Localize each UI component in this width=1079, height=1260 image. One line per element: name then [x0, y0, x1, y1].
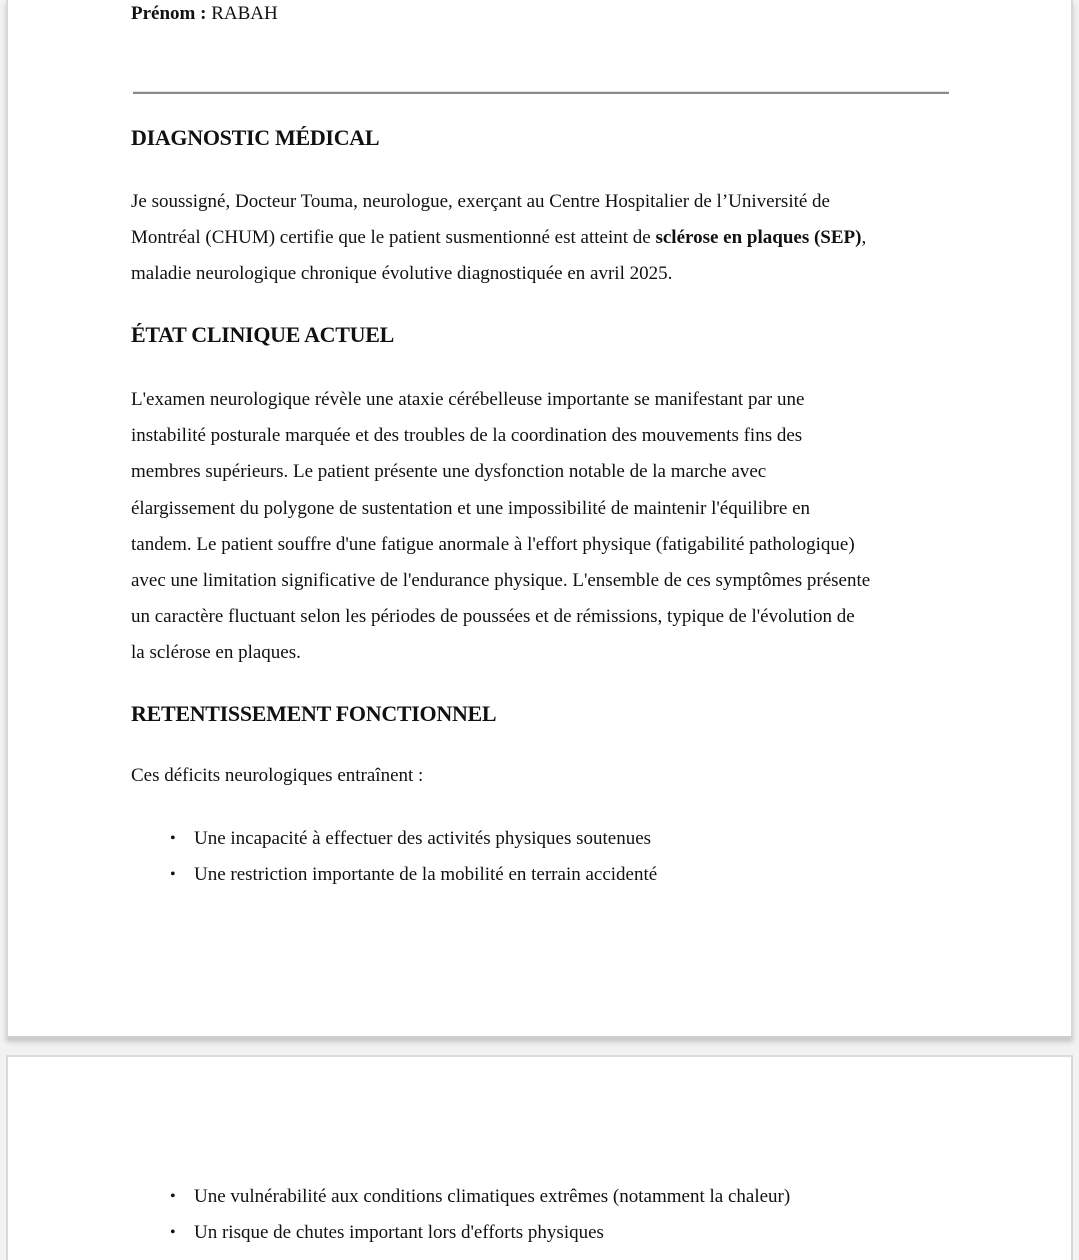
list-item — [131, 1179, 790, 1215]
list-item-text: Une incapacité à effectuer des activités physiques soutenues — [194, 828, 652, 849]
clinical-line: avec une limitation significative de l'endurance physique. L'ensemble de ces symptômes présente — [131, 570, 871, 592]
diagnostic-text: , — [861, 227, 867, 249]
list-item-text: Une vulnérabilité aux conditions climatiques extrêmes (notamment la chaleur) — [194, 1186, 791, 1207]
diagnosis-emphasis: sclérose en plaques (SEP) — [655, 227, 862, 249]
functional-impact-list-continued — [131, 1179, 790, 1251]
clinical-line: L'examen neurologique révèle une ataxie cérébelleuse importante se manifestant par une — [131, 389, 805, 410]
clinical-line: tandem. Le patient souffre d'une fatigue anormale à l'effort physique (fatigabilité pathologique) — [131, 533, 855, 555]
diagnostic-line: maladie neurologique chronique évolutive diagnostiquée en avril 2025. — [131, 263, 673, 285]
functional-impact-intro: Ces déficits neurologiques entraînent : — [131, 765, 424, 786]
section-title-functional-impact: RETENTISSEMENT FONCTIONNEL — [131, 701, 497, 726]
horizontal-rule — [133, 91, 949, 94]
clinical-line: instabilité posturale marquée et des troubles de la coordination des mouvements fins des — [131, 425, 803, 447]
clinical-state-paragraph — [131, 382, 961, 672]
document-page-2 — [6, 1055, 1073, 1260]
diagnostic-paragraph — [131, 184, 961, 293]
section-title-clinical-state: ÉTAT CLINIQUE ACTUEL — [131, 322, 394, 347]
bullet-icon: • — [170, 830, 176, 847]
first-name-label: Prénom : — [131, 3, 207, 24]
first-name-value: RABAH — [211, 3, 278, 24]
clinical-line: membres supérieurs. Le patient présente une dysfonction notable de la marche avec — [131, 461, 767, 483]
clinical-line: un caractère fluctuant selon les périodes de poussées et de rémissions, typique de l'évolution de — [131, 606, 855, 628]
bullet-icon: • — [170, 1188, 176, 1205]
clinical-line: élargissement du polygone de sustentation et une impossibilité de maintenir l'équilibre en — [131, 497, 811, 519]
clinical-line: la sclérose en plaques. — [131, 642, 301, 664]
list-item — [131, 821, 657, 857]
list-item — [131, 857, 657, 893]
bullet-icon: • — [170, 1224, 176, 1241]
diagnostic-line: Je soussigné, Docteur Touma, neurologue, exerçant au Centre Hospitalier de l’Université de — [131, 191, 830, 212]
diagnostic-line — [131, 220, 961, 256]
diagnostic-text: Montréal (CHUM) certifie que le patient susmentionné est atteint de — [131, 227, 656, 249]
bullet-icon: • — [170, 866, 176, 883]
list-item — [131, 1215, 790, 1251]
list-item-text: Un risque de chutes important lors d'efforts physiques — [194, 1222, 604, 1243]
document-page-1 — [6, 0, 1073, 1038]
functional-impact-list — [131, 821, 657, 893]
first-name-field — [131, 3, 278, 25]
section-title-diagnostic: DIAGNOSTIC MÉDICAL — [131, 125, 380, 150]
list-item-text: Une restriction importante de la mobilité en terrain accidenté — [194, 864, 658, 885]
